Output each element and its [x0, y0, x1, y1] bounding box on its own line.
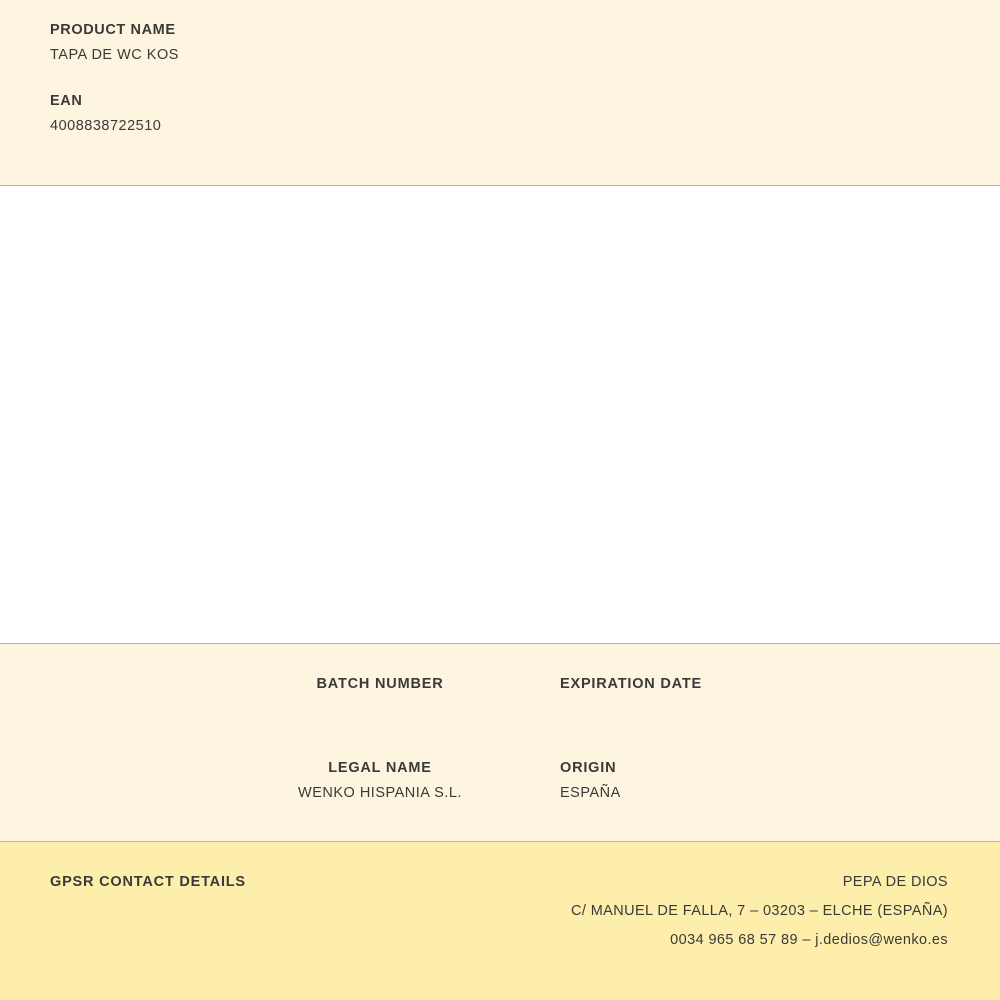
- legal-name-field: [200, 760, 560, 801]
- legal-name-label: LEGAL NAME: [328, 760, 432, 776]
- ean-value: 4008838722510: [50, 118, 162, 134]
- expiration-date-field: [560, 676, 1000, 701]
- product-details-block: [0, 644, 1000, 842]
- gpsr-contact-block: [0, 842, 1000, 1000]
- origin-label: ORIGIN: [560, 760, 617, 776]
- product-name-label: PRODUCT NAME: [50, 22, 176, 38]
- product-name-value: TAPA DE WC KOS: [50, 47, 179, 63]
- batch-number-field: [200, 676, 560, 701]
- origin-value: ESPAÑA: [560, 785, 621, 801]
- batch-expiration-row: [0, 676, 1000, 701]
- legal-name-value: WENKO HISPANIA S.L.: [298, 785, 462, 801]
- product-image-area: [0, 186, 1000, 644]
- product-header-block: [0, 0, 1000, 186]
- legal-origin-row: [0, 760, 1000, 801]
- ean-field: [50, 93, 950, 134]
- gpsr-contact-label: GPSR CONTACT DETAILS: [50, 874, 246, 890]
- spacer-col: [0, 676, 200, 701]
- gpsr-contact-phone-email: 0034 965 68 57 89 – j.dedios@wenko.es: [670, 932, 948, 948]
- product-name-field: [50, 22, 950, 63]
- gpsr-contact-address: C/ MANUEL DE FALLA, 7 – 03203 – ELCHE (ESPAÑA): [570, 903, 948, 919]
- gpsr-contact-name: PEPA DE DIOS: [842, 874, 948, 890]
- origin-field: [560, 760, 1000, 801]
- expiration-date-label: EXPIRATION DATE: [560, 676, 702, 692]
- batch-number-label: BATCH NUMBER: [316, 676, 444, 692]
- ean-label: EAN: [50, 93, 83, 109]
- spacer-col-2: [0, 760, 200, 801]
- gpsr-contact-lines: [571, 874, 948, 948]
